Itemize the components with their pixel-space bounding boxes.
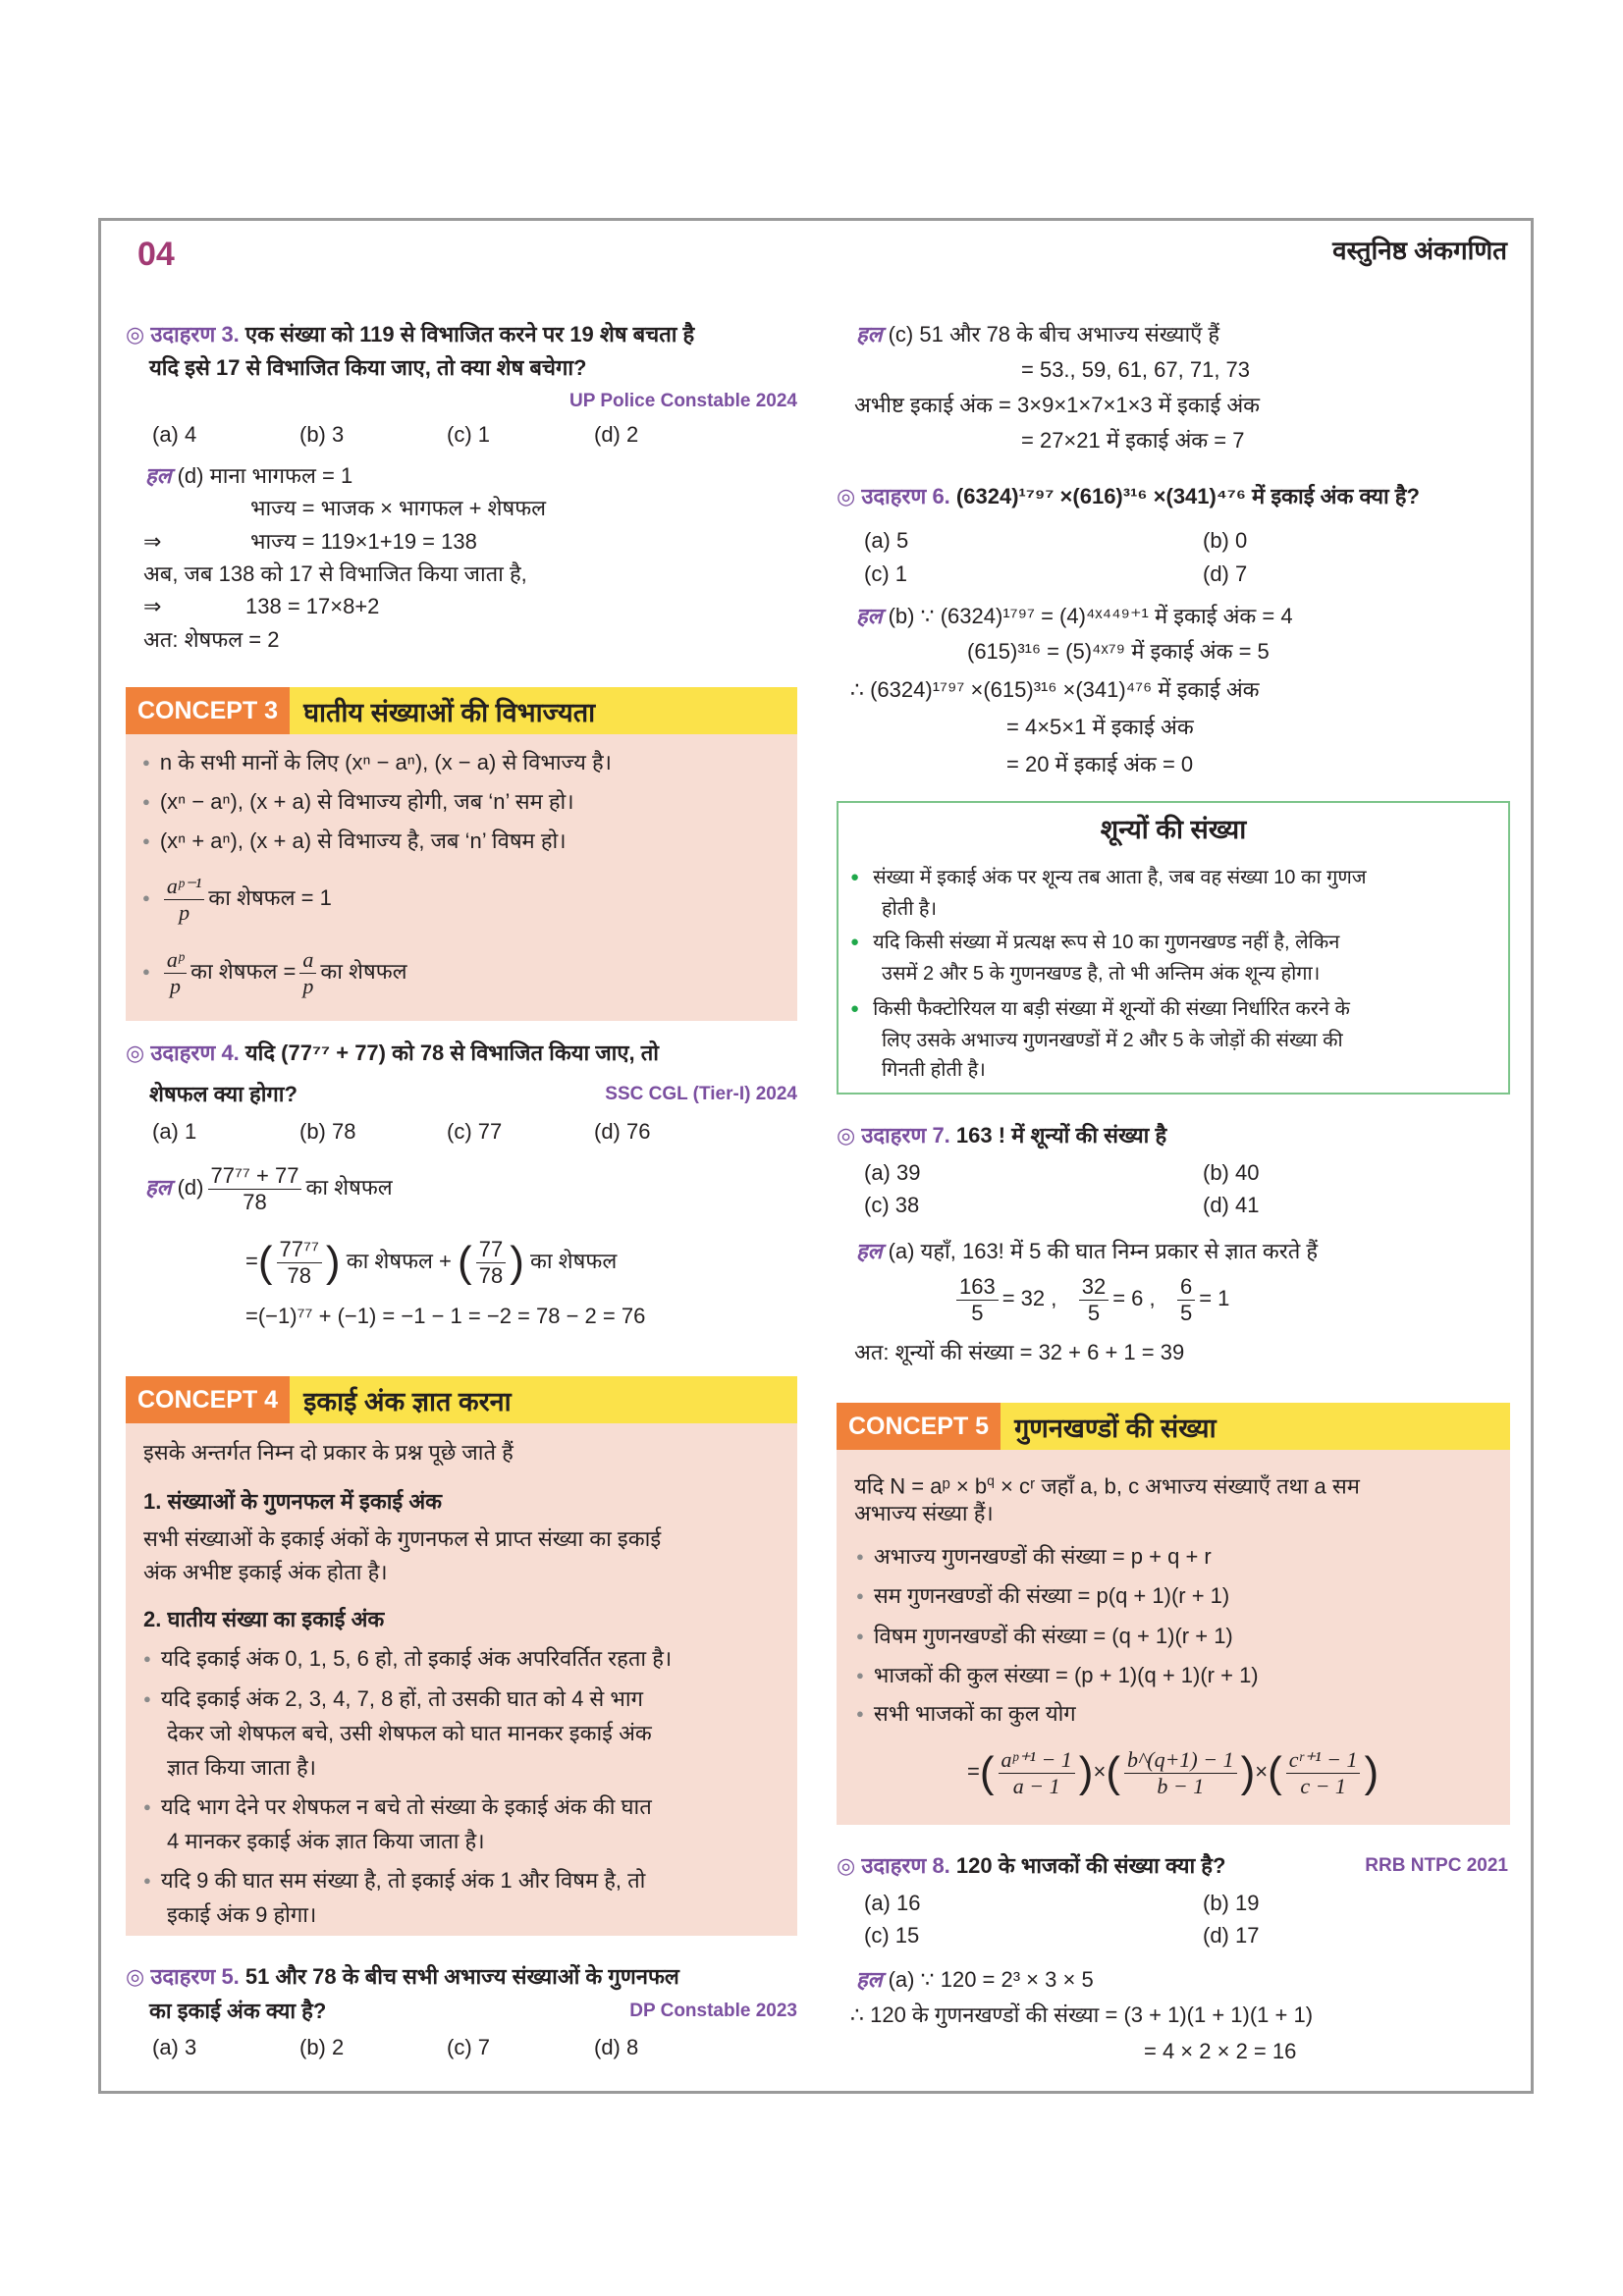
question-text: 120 के भाजकों की संख्या क्या है?: [955, 1853, 1226, 1878]
fraction-numerator: 77⁷⁷ + 77: [208, 1163, 302, 1190]
bullet-text: का शेषफल = 1: [208, 885, 332, 910]
exponent: q: [987, 1472, 995, 1488]
fraction-numerator: cʳ⁺¹ − 1: [1286, 1747, 1361, 1774]
fraction-numerator: 6: [1177, 1274, 1195, 1301]
intro-text: यदि N = aᵖ × b: [854, 1473, 988, 1499]
bullet-continuation: होती है।: [882, 898, 938, 920]
option: (c) 15: [864, 1923, 920, 1948]
bullet-item: ● यदि भाग देने पर शेषफल न बचे तो संख्या के इकाई अंक की घात: [143, 1792, 652, 1822]
divisor-sum-formula: =( $\frac{\text{aᵖ⁺¹ − 1}}{a - 1}$ )×( $\frac{b\^{}(q+1) - 1}{b - 1}$ )×( $\frac{\text{cʳ⁺¹ − 1}}{c - 1}$ ): [967, 1746, 1380, 1798]
bullet-continuation: देकर जो शेषफल बचे, उसी शेषफल को घात मानकर इकाई अंक: [167, 1721, 652, 1745]
example-label: ◎ उदाहरण 8.: [837, 1853, 950, 1878]
example-label: ◎ उदाहरण 6.: [837, 484, 950, 508]
option: (b) 0: [1203, 528, 1248, 553]
bullet-continuation: उसमें 2 और 5 के गुणनखण्ड है, तो भी अन्तिम अंक शून्य होगा।: [882, 963, 1321, 985]
solution-line: (d) माना भागफल = 1: [177, 463, 353, 488]
implies-symbol: ⇒: [143, 529, 162, 554]
fraction-row: [952, 1271, 1229, 1326]
solution-label: हल: [145, 463, 172, 488]
solution-line: =(−1)⁷⁷ + (−1) = −1 − 1 = −2 = 78 − 2 = 76: [245, 1304, 646, 1328]
fraction-denominator: p: [179, 899, 190, 925]
example-label: ◎ उदाहरण 5.: [126, 1964, 240, 1989]
exam-source: SSC CGL (Tier-I) 2024: [605, 1084, 797, 1104]
box-title: शून्यों की संख्या: [1100, 815, 1247, 844]
option: (b) 2: [299, 2035, 345, 2059]
solution-line: (b) ∵ (6324)¹⁷⁹⁷ = (4)⁴ˣ⁴⁴⁹⁺¹ में इकाई अंक = 4: [888, 604, 1293, 628]
bullet-item: ● (xⁿ + aⁿ), (x + a) से विभाज्य है, जब ‘n’ विषम हो।: [142, 827, 567, 856]
example-label: ◎ उदाहरण 7.: [837, 1123, 950, 1148]
subheading: 1. संख्याओं के गुणनफल में इकाई अंक: [143, 1489, 443, 1514]
solution-line: अभीष्ट इकाई अंक = 3×9×1×7×1×3 में इकाई अंक: [854, 393, 1261, 417]
bullet-item: [142, 942, 407, 1001]
solution-text: का शेषफल: [529, 1249, 618, 1273]
bullet-item: ● n के सभी मानों के लिए (xⁿ − aⁿ), (x − a) से विभाज्य है।: [142, 748, 612, 777]
fraction-numerator: ● aᵖ: [164, 947, 187, 974]
fraction-result: = 6 ,: [1112, 1286, 1156, 1310]
bullet-item: ● यदि इकाई अंक 2, 3, 4, 7, 8 हों, तो उसकी घात को 4 से भाग: [143, 1684, 643, 1714]
fraction-numerator: 77⁷⁷: [277, 1237, 322, 1263]
bullet-item: ● यदि किसी संख्या में प्रत्यक्ष रूप से 10 का गुणनखण्ड नहीं है, लेकिन: [850, 928, 1339, 957]
solution-line: =( $\frac{\text{77⁷⁷}}{78}$ ) का शेषफल + ( $\frac{77}{78}$ ) का शेषफल: [245, 1236, 618, 1288]
bullet-text: का शेषफल =: [190, 959, 297, 984]
question-text: यदि (77⁷⁷ + 77) को 78 से विभाजित किया जाए, तो: [244, 1041, 659, 1065]
concept-badge: CONCEPT 4: [126, 1376, 290, 1423]
bullet-text: का शेषफल: [320, 959, 407, 984]
option: (b) 19: [1203, 1891, 1260, 1915]
subheading: 2. घातीय संख्या का इकाई अंक: [143, 1607, 385, 1631]
solution-line: ∴ 120 के गुणनखण्डों की संख्या = (3 + 1)(1 + 1)(1 + 1): [850, 2002, 1314, 2027]
question-text: का इकाई अंक क्या है?: [149, 1999, 327, 2023]
fraction-denominator: p: [169, 973, 181, 998]
solution-line: अत: शून्यों की संख्या = 32 + 6 + 1 = 39: [854, 1340, 1185, 1364]
solution-line: (a) ∵ 120 = 2³ × 3 × 5: [888, 1967, 1094, 1992]
solution-line: भाज्य = भाजक × भागफल + शेषफल: [250, 496, 547, 520]
concept-5-header: [837, 1403, 1510, 1450]
equals: =: [245, 1249, 258, 1273]
exam-source: DP Constable 2023: [629, 2001, 797, 2021]
fraction-numerator: 163: [956, 1274, 999, 1301]
solution-label: हल: [856, 604, 883, 628]
fraction-denominator: 78: [478, 1262, 504, 1288]
solution-label: हल: [856, 322, 883, 347]
option: (b) 78: [299, 1119, 356, 1144]
solution-label: हल: [856, 1239, 883, 1263]
example-label: ◎ उदाहरण 4.: [126, 1041, 240, 1065]
option: (c) 7: [447, 2035, 490, 2059]
option: (a) 3: [152, 2035, 197, 2059]
bullet-item: ● यदि 9 की घात सम संख्या है, तो इकाई अंक 1 और विषम है, तो: [143, 1866, 645, 1896]
book-title: वस्तुनिष्ठ अंकगणित: [1332, 236, 1507, 265]
solution-line: (615)³¹⁶ = (5)⁴ˣ⁷⁹ में इकाई अंक = 5: [967, 639, 1270, 664]
fraction-denominator: b − 1: [1157, 1773, 1205, 1798]
answer: (d): [177, 1175, 204, 1200]
solution-text: का शेषफल +: [346, 1249, 452, 1273]
solution-line: ∴ (6324)¹⁷⁹⁷ ×(615)³¹⁶ ×(341)⁴⁷⁶ में इकाई अंक: [850, 677, 1260, 702]
option: (d) 8: [594, 2035, 639, 2059]
question-text: एक संख्या को 119 से विभाजित करने पर 19 शेष बचता है: [244, 322, 695, 347]
concept-title: घातीय संख्याओं की विभाज्यता: [290, 687, 797, 734]
fraction-denominator: 5: [971, 1300, 984, 1325]
fraction-numerator: 32: [1079, 1274, 1109, 1301]
solution-label: हल: [856, 1967, 883, 1992]
fraction-result: = 32 ,: [1001, 1286, 1057, 1310]
concept-4-header: [126, 1376, 797, 1423]
concept-badge: CONCEPT 5: [837, 1403, 1001, 1450]
bullet-item: ● विषम गुणनखण्डों की संख्या = (q + 1)(r + 1): [856, 1622, 1233, 1651]
solution-label: हल: [145, 1175, 172, 1200]
page-number: 04: [137, 236, 175, 273]
solution-line: (c) 51 और 78 के बीच अभाज्य संख्याएँ हैं: [888, 322, 1220, 347]
concept-3-header: [126, 687, 797, 734]
implies-symbol: ⇒: [143, 594, 162, 618]
question-text: यदि इसे 17 से विभाजित किया जाए, तो क्या शेष बचेगा?: [149, 355, 587, 380]
fraction-denominator: a − 1: [1012, 1773, 1060, 1798]
options: [152, 2033, 741, 2062]
exam-source: RRB NTPC 2021: [1365, 1855, 1508, 1876]
bullet-continuation: इकाई अंक 9 होगा।: [167, 1902, 317, 1927]
fraction-numerator: ● aᵖ⁻¹: [164, 874, 204, 900]
option: (d) 41: [1203, 1193, 1260, 1217]
bullet-continuation: ज्ञात किया जाता है।: [167, 1755, 317, 1780]
bullet-item: ● यदि इकाई अंक 0, 1, 5, 6 हो, तो इकाई अंक अपरिवर्तित रहता है।: [143, 1644, 672, 1674]
option: (a) 39: [864, 1160, 921, 1185]
exam-source: UP Police Constable 2024: [569, 391, 797, 411]
option: (d) 17: [1203, 1923, 1260, 1948]
fraction-denominator: c − 1: [1300, 1773, 1346, 1798]
option: (c) 1: [864, 561, 907, 586]
intro-text: × cʳ जहाँ a, b, c अभाज्य संख्याएँ तथा a सम: [994, 1473, 1360, 1499]
solution-line: = 27×21 में इकाई अंक = 7: [1021, 428, 1245, 453]
option: (c) 77: [447, 1119, 503, 1144]
bullet-item: [142, 869, 332, 928]
option: (d) 76: [594, 1119, 651, 1144]
fraction-denominator: 5: [1087, 1300, 1101, 1325]
question-text: 51 और 78 के बीच सभी अभाज्य संख्याओं के गुणनफल: [244, 1964, 679, 1989]
bullet-item: ● संख्या में इकाई अंक पर शून्य तब आता है, जब वह संख्या 10 का गुणज: [850, 863, 1367, 892]
solution-line: अब, जब 138 को 17 से विभाजित किया जाता है,: [143, 561, 527, 586]
fraction-result: = 1: [1199, 1286, 1230, 1310]
concept-intro: इसके अन्तर्गत निम्न दो प्रकार के प्रश्न पूछे जाते हैं: [143, 1440, 514, 1465]
question-text: (6324)¹⁷⁹⁷ ×(616)³¹⁶ ×(341)⁴⁷⁶ में इकाई अंक क्या है?: [955, 484, 1420, 508]
solution-line: = 4×5×1 में इकाई अंक: [1006, 715, 1194, 739]
option: (a) 5: [864, 528, 909, 553]
bullet-item: ● (xⁿ − aⁿ), (x + a) से विभाज्य होगी, जब ‘n’ सम हो।: [142, 787, 574, 817]
solution-line: = 4 × 2 × 2 = 16: [1144, 2039, 1297, 2063]
fraction-denominator: 5: [1179, 1300, 1193, 1325]
paragraph: अंक अभीष्ट इकाई अंक होता है।: [143, 1560, 388, 1584]
solution-line: 138 = 17×8+2: [245, 594, 380, 618]
bullet-item: ● सभी भाजकों का कुल योग: [856, 1699, 1076, 1729]
option: (a) 1: [152, 1119, 197, 1144]
fraction-denominator: 78: [243, 1189, 267, 1214]
solution-line: = 53., 59, 61, 67, 71, 73: [1021, 357, 1251, 382]
bullet-continuation: लिए उसके अभाज्य गुणनखण्डों में 2 और 5 के जोड़ों की संख्या की: [882, 1030, 1343, 1051]
solution-line: = 20 में इकाई अंक = 0: [1006, 752, 1194, 776]
option: (a) 4: [152, 422, 197, 447]
bullet-item: ● अभाज्य गुणनखण्डों की संख्या = p + q + r: [856, 1542, 1212, 1572]
option: (c) 1: [447, 422, 490, 447]
fraction-denominator: 78: [287, 1262, 311, 1288]
option: (b) 3: [299, 422, 345, 447]
fraction-numerator: aᵖ⁺¹ − 1: [999, 1747, 1075, 1774]
fraction-numerator: 77: [476, 1237, 506, 1263]
options: [152, 1117, 741, 1147]
concept-title: गुणनखण्डों की संख्या: [1001, 1403, 1510, 1450]
fraction-numerator: b^(q+1) − 1: [1124, 1747, 1237, 1774]
question-text: 163 ! में शून्यों की संख्या है: [955, 1123, 1167, 1148]
option: (a) 16: [864, 1891, 921, 1915]
example-label: ◎ उदाहरण 3.: [126, 322, 240, 347]
bullet-continuation: 4 मानकर इकाई अंक ज्ञात किया जाता है।: [167, 1829, 485, 1853]
paragraph: सभी संख्याओं के इकाई अंकों के गुणनफल से प्राप्त संख्या का इकाई: [143, 1526, 662, 1551]
options: [152, 420, 741, 450]
bullet-item: ● भाजकों की कुल संख्या = (p + 1)(q + 1)(r + 1): [856, 1661, 1259, 1690]
bullet-item: ● सम गुणनखण्डों की संख्या = p(q + 1)(r + 1): [856, 1581, 1229, 1611]
solution-line: (a) यहाँ, 163! में 5 की घात निम्न प्रकार से ज्ञात करते हैं: [888, 1239, 1319, 1263]
question-text: शेषफल क्या होगा?: [149, 1082, 298, 1106]
fraction-numerator: a: [299, 947, 316, 974]
fraction-denominator: p: [302, 973, 314, 998]
solution-text: का शेषफल: [305, 1175, 393, 1200]
solution-line: अत: शेषफल = 2: [143, 627, 280, 652]
bullet-continuation: गिनती होती है।: [882, 1059, 986, 1081]
option: (d) 7: [1203, 561, 1248, 586]
concept-badge: CONCEPT 3: [126, 687, 290, 734]
concept-intro: अभाज्य संख्या हैं।: [854, 1501, 994, 1525]
option: (b) 40: [1203, 1160, 1260, 1185]
concept-intro: [854, 1466, 1360, 1501]
option: (c) 38: [864, 1193, 920, 1217]
option: (d) 2: [594, 422, 639, 447]
bullet-item: ● किसी फैक्टोरियल या बड़ी संख्या में शून्यों की संख्या निर्धारित करने के: [850, 994, 1350, 1024]
solution-line: भाज्य = 119×1+19 = 138: [250, 529, 477, 554]
concept-title: इकाई अंक ज्ञात करना: [290, 1376, 797, 1423]
